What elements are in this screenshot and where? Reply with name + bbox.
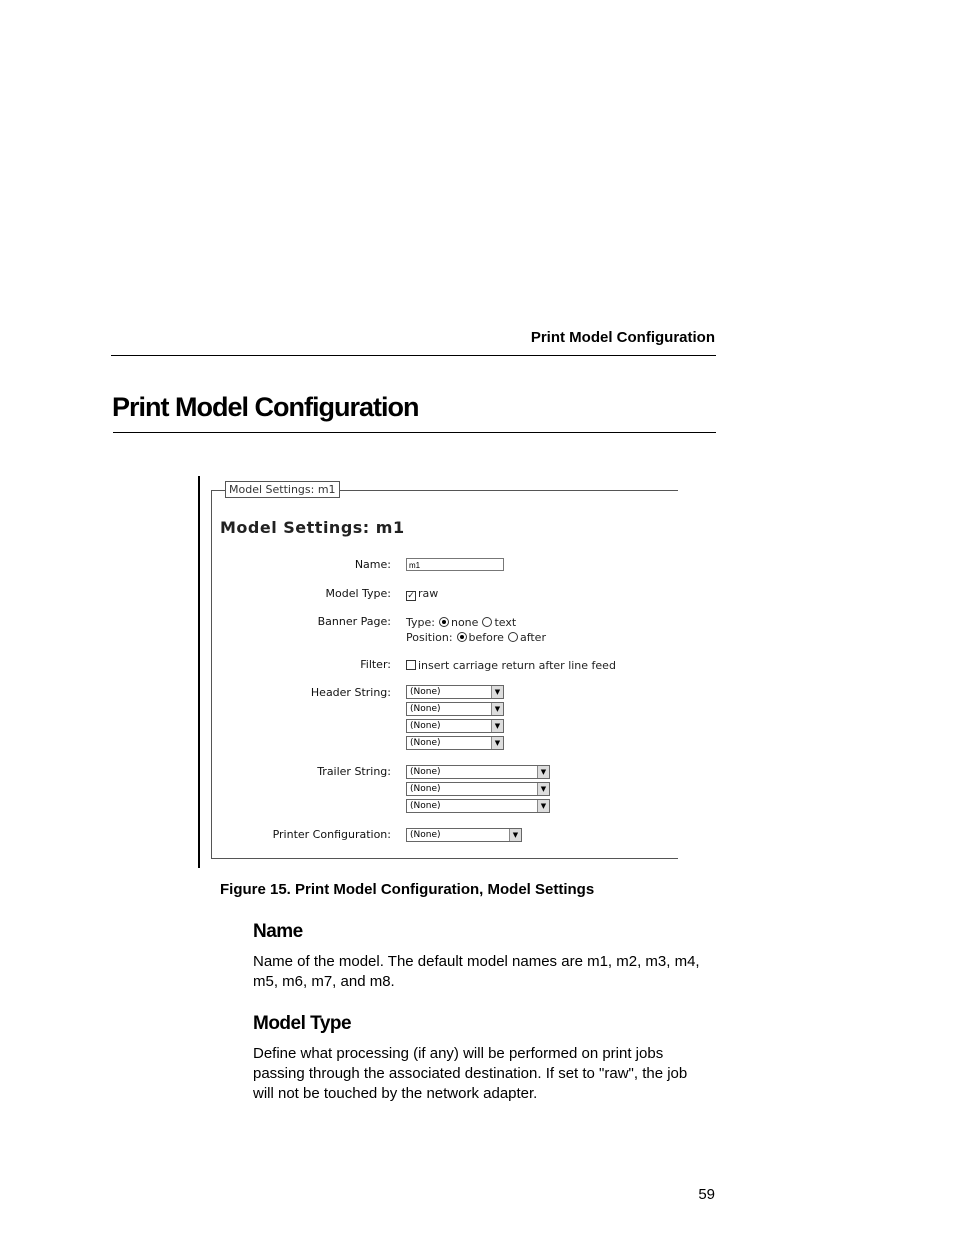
banner-position-after-radio[interactable] (508, 632, 518, 642)
banner-position-after-label: after (519, 631, 546, 644)
text-line: passing through the associated destination. If set to "raw", the job (253, 1065, 688, 1082)
form-title: Model Settings: m1 (220, 518, 405, 537)
header-string-select-2[interactable] (406, 702, 504, 716)
fieldset-legend: Model Settings: m1 (225, 481, 340, 498)
text-line: Name of the model. The default model names are m1, m2, m3, m4, (253, 953, 700, 970)
title-rule (113, 432, 716, 433)
text-line: Define what processing (if any) will be performed on print jobs (253, 1045, 664, 1062)
name-paragraph (253, 952, 723, 992)
banner-type-label: Type: (406, 616, 435, 629)
banner-position-label: Position: (406, 631, 453, 644)
printer-configuration-select[interactable] (406, 828, 522, 842)
select-value: (None) (410, 687, 441, 697)
running-header: Print Model Configuration (530, 329, 715, 346)
model-type-label: Model Type: (325, 587, 391, 600)
select-value: (None) (410, 784, 441, 794)
figure-change-bar (198, 476, 200, 868)
raw-option-label: raw (418, 587, 439, 600)
select-value: (None) (410, 704, 441, 714)
name-input[interactable]: m1 (406, 558, 504, 571)
dropdown-arrow-icon: ▼ (537, 783, 549, 795)
select-value: (None) (410, 721, 441, 731)
text-line: will not be touched by the network adapter. (253, 1085, 538, 1102)
banner-page-label: Banner Page: (317, 615, 391, 628)
filter-option[interactable] (406, 659, 616, 672)
filter-option-label: insert carriage return after line feed (418, 659, 616, 672)
select-value: (None) (410, 830, 441, 840)
dropdown-arrow-icon: ▼ (509, 829, 521, 841)
select-value: (None) (410, 767, 441, 777)
select-value: (None) (410, 738, 441, 748)
name-label: Name: (354, 558, 391, 571)
figure-caption: Figure 15. Print Model Configuration, Model Settings (220, 881, 595, 898)
banner-type-text-label: text (494, 616, 517, 629)
section-title: Print Model Configuration (112, 392, 419, 422)
header-string-select-3[interactable] (406, 719, 504, 733)
dropdown-arrow-icon: ▼ (491, 720, 503, 732)
banner-type-row (406, 616, 516, 629)
trailer-string-select-2[interactable] (406, 782, 550, 796)
model-type-paragraph (253, 1044, 723, 1104)
dropdown-arrow-icon: ▼ (537, 766, 549, 778)
header-rule (111, 355, 716, 356)
dropdown-arrow-icon: ▼ (491, 703, 503, 715)
trailer-string-select-3[interactable] (406, 799, 550, 813)
filter-label: Filter: (360, 658, 391, 671)
dropdown-arrow-icon: ▼ (491, 686, 503, 698)
header-string-select-4[interactable] (406, 736, 504, 750)
trailer-string-label: Trailer String: (317, 765, 391, 778)
banner-type-none-radio[interactable] (439, 617, 449, 627)
dropdown-arrow-icon: ▼ (491, 737, 503, 749)
name-heading: Name (253, 921, 303, 942)
dropdown-arrow-icon: ▼ (537, 800, 549, 812)
printer-configuration-label: Printer Configuration: (272, 828, 391, 841)
banner-type-none-label: none (450, 616, 479, 629)
header-string-select-1[interactable] (406, 685, 504, 699)
filter-checkbox[interactable] (406, 660, 416, 670)
page-number: 59 (698, 1186, 715, 1203)
banner-position-row (406, 631, 546, 644)
raw-checkbox[interactable]: ✓ (407, 591, 415, 601)
banner-type-text-radio[interactable] (482, 617, 492, 627)
banner-position-before-radio[interactable] (457, 632, 467, 642)
model-type-heading: Model Type (253, 1013, 352, 1034)
header-string-label: Header String: (310, 686, 391, 699)
text-line: m5, m6, m7, and m8. (253, 973, 395, 990)
banner-position-before-label: before (468, 631, 504, 644)
select-value: (None) (410, 801, 441, 811)
model-type-raw-option[interactable] (406, 587, 438, 601)
trailer-string-select-1[interactable] (406, 765, 550, 779)
